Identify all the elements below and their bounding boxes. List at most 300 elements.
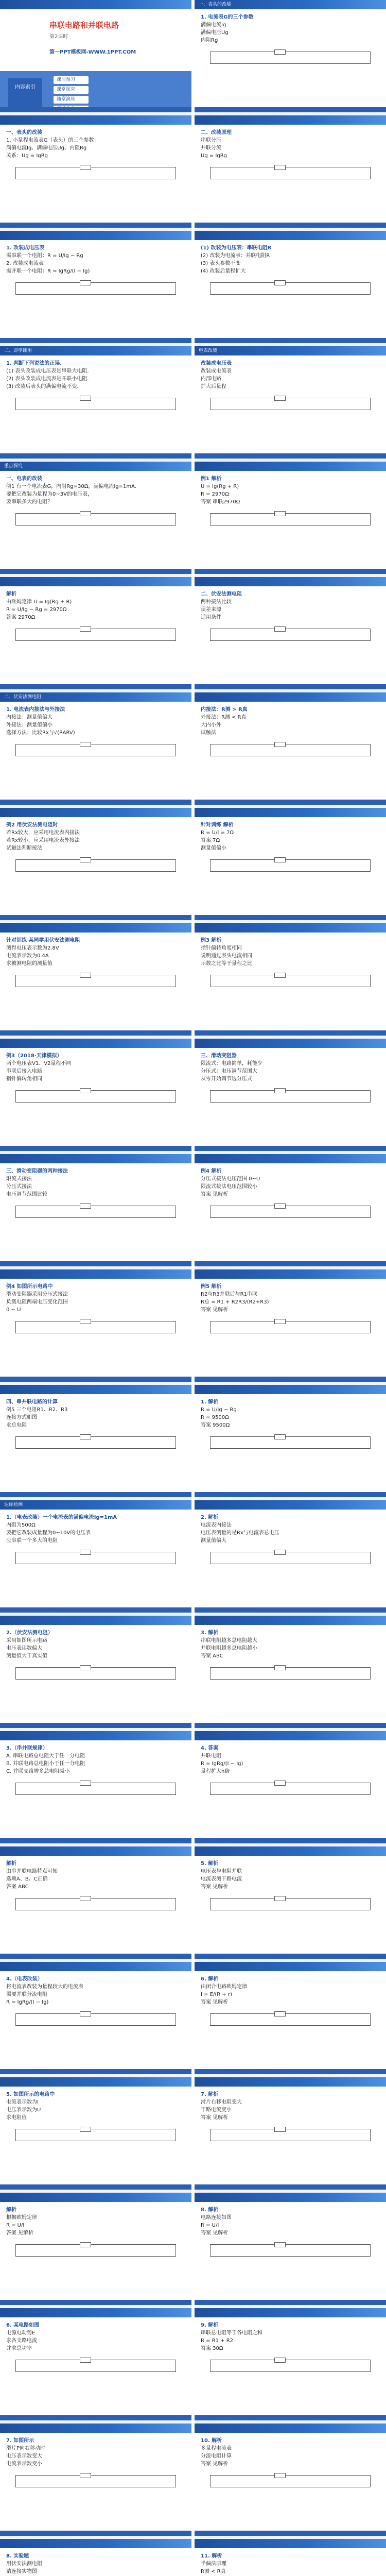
- circuit-diagram: [210, 2360, 371, 2372]
- resistor-icon: [274, 2127, 286, 2132]
- slide: [0, 1616, 191, 1731]
- text-line: 答案 2970Ω: [6, 615, 36, 620]
- text-line: 例3（2018·天津模拟）: [6, 1053, 62, 1059]
- resistor-icon: [274, 280, 286, 285]
- text-line: (4) 改装后量程扩大: [201, 268, 246, 274]
- slide-head: [195, 462, 386, 471]
- cover-title: 串联电路和并联电路: [49, 21, 119, 30]
- text-line: 例5 解析: [201, 1284, 222, 1290]
- text-line: 电压表示数为U: [6, 2107, 41, 2113]
- text-line: 限流式接法电压范围较小: [201, 1184, 257, 1190]
- text-line: 4.（电表改装）: [6, 1976, 43, 1982]
- resistor-icon: [80, 1434, 91, 1439]
- slide-head: [0, 231, 191, 240]
- resistor-icon: [80, 280, 91, 285]
- slide-foot: [195, 1261, 386, 1266]
- text-line: R总 = R1 + R2R3/(R2+R3): [201, 1299, 269, 1305]
- text-line: 电压表读数偏大: [6, 1646, 42, 1651]
- slide-foot: [0, 107, 191, 112]
- slide-foot: [0, 684, 191, 689]
- slide-foot: [0, 2300, 191, 2305]
- slide: [195, 462, 386, 577]
- resistor-icon: [80, 2473, 91, 2478]
- slide-head: [195, 577, 386, 586]
- text-line: 求被测电阻的测量值: [6, 961, 52, 967]
- resistor-icon: [80, 1781, 91, 1786]
- left-column: [0, 0, 191, 2576]
- slide-body: [0, 2548, 191, 2576]
- slide: [195, 1385, 386, 1500]
- text-line: 电压调节范围比较: [6, 1192, 47, 1197]
- left-slides: [0, 115, 191, 2576]
- slide-foot: [195, 1492, 386, 1497]
- text-line: 连接方式如图: [6, 1415, 37, 1420]
- circuit-diagram: [210, 744, 371, 756]
- circuit-diagram: [15, 1898, 176, 1910]
- slide-body: [0, 1856, 191, 1895]
- slide-foot: [0, 2531, 191, 2536]
- circuit-diagram: [15, 629, 176, 641]
- text-line: 需串联一个电阻：R = U/Ig − Rg: [6, 253, 83, 259]
- circuit-diagram: [210, 282, 371, 295]
- circuit-diagram: [15, 859, 176, 872]
- text-line: 串联总电阻等于各电阻之和: [201, 2330, 262, 2336]
- slide: [195, 2424, 386, 2539]
- text-line: 扩大后量程: [201, 384, 226, 389]
- text-line: 电压表测量的是Rx与电流表总电压: [201, 1530, 279, 1536]
- text-line: 量程扩大n倍: [201, 1769, 230, 1774]
- text-line: 说明通过表头电流相同: [201, 953, 252, 959]
- text-line: 关系：Ug = IgRg: [6, 153, 48, 159]
- text-line: 答案 30Ω: [201, 2346, 223, 2351]
- slide-body: [195, 2548, 386, 2576]
- text-line: R = U/I: [201, 2223, 219, 2228]
- resistor-icon: [80, 1550, 91, 1555]
- cover-box: 内容索引: [8, 78, 42, 107]
- circuit-diagram: [15, 1206, 176, 1218]
- slide: [195, 346, 386, 462]
- text-line: 8. 实验题: [6, 2553, 29, 2559]
- resistor-icon: [80, 2127, 91, 2132]
- text-line: 并求总功率: [6, 2346, 32, 2351]
- slide-head: [195, 2424, 386, 2433]
- text-line: 外接法：测量值偏小: [6, 722, 52, 728]
- slide: [195, 808, 386, 923]
- slide-head: [0, 1269, 191, 1279]
- slide-body: [0, 125, 191, 164]
- text-line: 例3 解析: [201, 938, 222, 943]
- text-line: 一、表头的改装: [6, 130, 42, 135]
- circuit-diagram: [15, 513, 176, 526]
- slide-head: [0, 1731, 191, 1740]
- circuit-diagram: [15, 975, 176, 987]
- text-line: 改装成电压表: [201, 361, 232, 366]
- text-line: 10. 解析: [201, 2438, 222, 2444]
- slide-foot: [195, 453, 386, 459]
- text-line: 三、滑动变阻器的两种接法: [6, 1168, 68, 1174]
- slide-body: [195, 2433, 386, 2472]
- text-line: 要把它改装成量程为0~10V的电压表: [6, 1530, 91, 1536]
- text-line: 满偏电压Ug: [201, 30, 229, 36]
- circuit-diagram: [210, 398, 371, 410]
- slide-foot: [195, 684, 386, 689]
- slide-head: 电表改装: [195, 346, 386, 355]
- slide: [0, 1269, 191, 1385]
- text-line: 试触法: [201, 730, 216, 736]
- text-line: 解析: [6, 1861, 16, 1867]
- circuit-diagram: [210, 1206, 371, 1218]
- slide-foot: [0, 1607, 191, 1613]
- resistor-icon: [80, 511, 91, 516]
- slide-head: [195, 2539, 386, 2548]
- circuit-diagram: [210, 1436, 371, 1449]
- slide-head: [195, 923, 386, 933]
- slide-foot: [195, 1607, 386, 1613]
- circuit-diagram: [15, 1552, 176, 1564]
- slide-foot: [195, 107, 386, 112]
- resistor-icon: [80, 1088, 91, 1093]
- slide-head: [0, 1962, 191, 1971]
- text-line: 11. 解析: [201, 2553, 222, 2559]
- slide-body: [195, 1971, 386, 2010]
- slide-head: [195, 115, 386, 125]
- slide: [0, 1962, 191, 2077]
- slide: [0, 115, 191, 231]
- slide: [195, 2539, 386, 2576]
- text-line: 3. 解析: [201, 1630, 219, 1636]
- slide-foot: [195, 2531, 386, 2536]
- cover-slide: [0, 0, 191, 115]
- text-line: 采用如图所示电路: [6, 1638, 47, 1643]
- text-line: 大内小外: [201, 722, 221, 728]
- circuit-diagram: [210, 975, 371, 987]
- text-line: Ug = IgRg: [201, 153, 227, 159]
- text-line: 电流表示数为0.4A: [6, 953, 49, 959]
- resistor-icon: [274, 1319, 286, 1324]
- slide-foot: [195, 1377, 386, 1382]
- slide-head: [195, 1616, 386, 1625]
- slide-body: [195, 125, 386, 164]
- resistor-icon: [274, 742, 286, 747]
- text-line: 分压式接法电压范围 0~U: [201, 1176, 260, 1182]
- slide: [0, 1154, 191, 1269]
- text-line: 满偏电流Ig、满偏电压Ug、内阻Rg: [6, 145, 87, 151]
- resistor-icon: [80, 165, 91, 170]
- text-line: 多量程电流表: [201, 2446, 232, 2451]
- resistor-icon: [274, 49, 286, 55]
- circuit-diagram: [15, 2013, 176, 2026]
- slide-foot: [0, 1377, 191, 1382]
- text-line: 电流表示数变小: [6, 2461, 42, 2467]
- slide-body: [0, 2202, 191, 2241]
- text-line: 7. 如图所示: [6, 2438, 34, 2444]
- slide: [0, 2539, 191, 2576]
- text-line: 三、滑动变阻器: [201, 1053, 237, 1059]
- text-line: 分压式：电压调节范围大: [201, 1069, 257, 1074]
- slide-head: [195, 692, 386, 702]
- text-line: 请连接实物图: [6, 2569, 37, 2574]
- text-line: 1. 小量程电流表G（表头）的三个参数：: [6, 138, 99, 143]
- text-line: 电流表示数为I: [6, 2099, 39, 2105]
- resistor-icon: [80, 1204, 91, 1209]
- text-line: 答案 7Ω: [201, 838, 220, 843]
- text-line: 答案 串联2970Ω: [201, 499, 240, 505]
- text-line: 并联分流: [201, 145, 221, 151]
- text-line: 例5 三个电阻R1、R2、R3: [6, 1407, 68, 1413]
- slide-foot: [195, 338, 386, 343]
- slide-body: [0, 2317, 191, 2357]
- slide-foot: [0, 223, 191, 228]
- circuit-diagram: [15, 2360, 176, 2372]
- text-line: 适用条件: [201, 615, 221, 620]
- text-line: 电源电动势E: [6, 2330, 36, 2336]
- slide-body: [195, 1279, 386, 1318]
- text-line: (2) 表头改装成电流表是并联小电阻.: [6, 376, 89, 382]
- text-line: R = U/Ig − Rg = 2970Ω: [6, 607, 67, 613]
- resistor-icon: [274, 1781, 286, 1786]
- slide-head: [195, 1385, 386, 1394]
- resistor-icon: [274, 1434, 286, 1439]
- text-line: 干路电流变小: [201, 2107, 232, 2113]
- resistor-icon: [80, 857, 91, 862]
- text-line: 二、伏安法测电阻: [201, 591, 242, 597]
- text-line: R = U/I = 7Ω: [201, 830, 234, 836]
- circuit-diagram: [15, 2475, 176, 2487]
- slide-foot: [0, 2069, 191, 2074]
- resistor-icon: [274, 1665, 286, 1670]
- text-line: 测量值偏大: [201, 1538, 226, 1544]
- circuit-diagram: [15, 1436, 176, 1449]
- text-line: 6. 解析: [201, 1976, 219, 1982]
- resistor-icon: [274, 165, 286, 170]
- text-line: 选择方法：比较Rx与√(RARV): [6, 730, 75, 736]
- text-line: 并联电阻: [201, 1753, 221, 1759]
- text-line: 答案 见解析: [201, 2230, 229, 2236]
- slide-body: [0, 355, 191, 395]
- slide-body: [195, 9, 386, 48]
- resistor-icon: [80, 1319, 91, 1324]
- text-line: 串联电阻越多总电阻越大: [201, 1638, 257, 1643]
- slide: [195, 231, 386, 346]
- slide-body: [0, 702, 191, 741]
- text-line: 解析: [6, 2207, 16, 2213]
- circuit-diagram: [210, 2244, 371, 2257]
- slide-body: [195, 2087, 386, 2126]
- slide-head: [0, 2077, 191, 2087]
- slide-body: [195, 1048, 386, 1087]
- text-line: 指针偏转角相同: [6, 1076, 42, 1082]
- slide: [195, 1846, 386, 1962]
- text-line: 1. 判断下列说法的正误.: [6, 361, 62, 366]
- text-line: 求各支路电流: [6, 2338, 37, 2344]
- text-line: 例1 解析: [201, 476, 222, 482]
- text-line: 用伏安法测电阻: [6, 2561, 42, 2567]
- resistor-icon: [274, 2358, 286, 2363]
- menu-item[interactable]: 课堂探究: [54, 86, 89, 94]
- slide: [195, 1616, 386, 1731]
- slide-foot: [195, 800, 386, 805]
- text-line: 电压表示数变大: [6, 2453, 42, 2459]
- slide-body: [195, 817, 386, 856]
- slide-head: [195, 1846, 386, 1856]
- text-line: 试触法判断接法: [6, 845, 42, 851]
- text-line: 6. 某电路如图: [6, 2323, 40, 2328]
- text-line: 需要并联分流电阻: [6, 1992, 47, 1997]
- slide-body: [0, 1163, 191, 1202]
- slide-head: [0, 1154, 191, 1163]
- slide-body: [195, 2317, 386, 2357]
- text-line: 电流表测干路电流: [201, 1876, 242, 1882]
- text-line: 求电阻值: [6, 2115, 27, 2121]
- text-line: 限流式接法: [6, 1176, 32, 1182]
- text-line: 针对训练 解析: [201, 822, 234, 828]
- text-line: 3.（串并联规律）: [6, 1745, 48, 1751]
- slide-body: [0, 1625, 191, 1664]
- circuit-diagram: [210, 2013, 371, 2026]
- text-line: 2.（伏安法测电阻）: [6, 1630, 53, 1636]
- slide-head: [195, 2193, 386, 2202]
- circuit-diagram: [210, 2129, 371, 2141]
- menu-item[interactable]: 随堂演练: [54, 96, 89, 104]
- slide: [0, 2424, 191, 2539]
- slide-head: [195, 1269, 386, 1279]
- resistor-icon: [274, 2011, 286, 2016]
- text-line: 内接法：测量值偏大: [6, 715, 52, 720]
- slide: [0, 2308, 191, 2424]
- slide: [195, 577, 386, 692]
- resistor-icon: [274, 1896, 286, 1901]
- text-line: 负载电阻两端电压变化范围: [6, 1299, 68, 1305]
- slide-head: [0, 2539, 191, 2548]
- slide-head: [0, 115, 191, 125]
- text-line: 电压表与电阻并联: [201, 1869, 242, 1874]
- slide: [195, 1154, 386, 1269]
- text-line: 4. 答案: [201, 1745, 219, 1751]
- text-line: 串联后接入电路: [6, 1069, 42, 1074]
- slide-body: [195, 1856, 386, 1895]
- text-line: I = E/(R + r): [201, 1992, 232, 1997]
- slide-head: 重点探究: [0, 462, 191, 471]
- text-line: 分压式接法: [6, 1184, 32, 1190]
- text-line: 1. 电流表G的三个参数: [201, 14, 254, 20]
- circuit-diagram: [210, 513, 371, 526]
- slide-foot: [0, 1030, 191, 1036]
- text-line: 测得电压表示数为2.8V: [6, 945, 59, 951]
- resistor-icon: [274, 973, 286, 978]
- resistor-icon: [274, 2473, 286, 2478]
- text-line: 从零开始调节选分压式: [201, 1076, 252, 1082]
- circuit-diagram: [15, 1321, 176, 1333]
- slide-foot: [195, 1030, 386, 1036]
- resistor-icon: [80, 1665, 91, 1670]
- slide-foot: [195, 2300, 386, 2305]
- slide-body: [195, 355, 386, 395]
- cover-subtitle: 第2课时: [49, 34, 68, 40]
- slide-foot: [0, 2415, 191, 2420]
- text-line: 选项A、B、C正确: [6, 1876, 48, 1882]
- slide: [195, 2308, 386, 2424]
- slide: [195, 1731, 386, 1846]
- right-column: [195, 0, 386, 2576]
- text-line: 由串并联电路特点可知: [6, 1869, 58, 1874]
- text-line: 并联电阻越多总电阻越小: [201, 1646, 257, 1651]
- slide-head: [0, 1385, 191, 1394]
- text-line: 内阻为500Ω: [6, 1522, 36, 1528]
- slide-head: [195, 2308, 386, 2317]
- text-line: 答案 ABC: [201, 1653, 223, 1659]
- slide-body: [195, 702, 386, 741]
- slide-head: [0, 1039, 191, 1048]
- slide: [0, 1039, 191, 1154]
- slide-foot: [0, 453, 191, 459]
- circuit-diagram: [210, 1321, 371, 1333]
- text-line: 针对训练 某同学用伏安法测电阻: [6, 938, 80, 943]
- slide-foot: [0, 1954, 191, 1959]
- text-line: R = IgRg/(I − Ig): [6, 1999, 49, 2005]
- text-line: 改装成电流表: [201, 368, 232, 374]
- resistor-icon: [80, 396, 91, 401]
- slide-foot: [0, 1261, 191, 1266]
- text-line: 将电流表改装为量程较大的电流表: [6, 1984, 83, 1990]
- slide-foot: [0, 1838, 191, 1843]
- slide: [195, 2193, 386, 2308]
- text-line: R = 2970Ω: [201, 492, 229, 497]
- slide-head: [195, 2077, 386, 2087]
- slide-head: [0, 577, 191, 586]
- text-line: 滑片右移电阻变大: [201, 2099, 242, 2105]
- circuit-diagram: [210, 1090, 371, 1103]
- slide-head: 达标检测: [0, 1500, 191, 1510]
- text-line: (1) 改装为电压表：串联电阻R: [201, 245, 272, 251]
- circuit-diagram: [210, 1552, 371, 1564]
- slide: [195, 2077, 386, 2193]
- slide-foot: [195, 1723, 386, 1728]
- text-line: 1. 电流表内接法与外接法: [6, 707, 65, 713]
- slide-body: [0, 1279, 191, 1318]
- text-line: 9. 解析: [201, 2323, 219, 2328]
- text-line: 要串联多大的电阻？: [6, 499, 52, 505]
- menu-item[interactable]: 课前预习: [54, 76, 89, 84]
- text-line: 半偏法原理: [201, 2561, 226, 2567]
- slide: [0, 1385, 191, 1500]
- slide-foot: [195, 915, 386, 920]
- text-line: (2) 改装为电流表：并联电阻R: [201, 253, 270, 259]
- slide-foot: [195, 1954, 386, 1959]
- slide-head: [195, 231, 386, 240]
- text-line: (1) 表头改装成电压表是串联大电阻.: [6, 368, 89, 374]
- slide-head: 二、即学即用: [0, 346, 191, 355]
- slide-body: [0, 1510, 191, 1549]
- text-line: R = IgRg/(I − Ig): [201, 1761, 243, 1767]
- slide-head: [0, 1616, 191, 1625]
- text-line: 若Rx较小，应采用电流表外接法: [6, 838, 80, 843]
- text-line: 四、串并联电路的计算: [6, 1399, 58, 1405]
- slide-body: [195, 240, 386, 279]
- text-line: A. 串联电路总电阻大于任一分电阻: [6, 1753, 85, 1759]
- slide-body: [0, 2433, 191, 2472]
- slide-head: [0, 2193, 191, 2202]
- text-line: 指针偏转角度相同: [201, 945, 242, 951]
- slide-foot: [0, 1146, 191, 1151]
- text-line: 例2 用伏安法测电阻时: [6, 822, 58, 828]
- circuit-diagram: [210, 1898, 371, 1910]
- text-line: (3) 表头参数不变: [201, 261, 241, 266]
- slide: [195, 0, 386, 115]
- slide-foot: [0, 338, 191, 343]
- circuit-diagram: [210, 52, 371, 64]
- slide-head: [0, 1846, 191, 1856]
- text-line: 例4 如图所示电路中: [6, 1284, 53, 1290]
